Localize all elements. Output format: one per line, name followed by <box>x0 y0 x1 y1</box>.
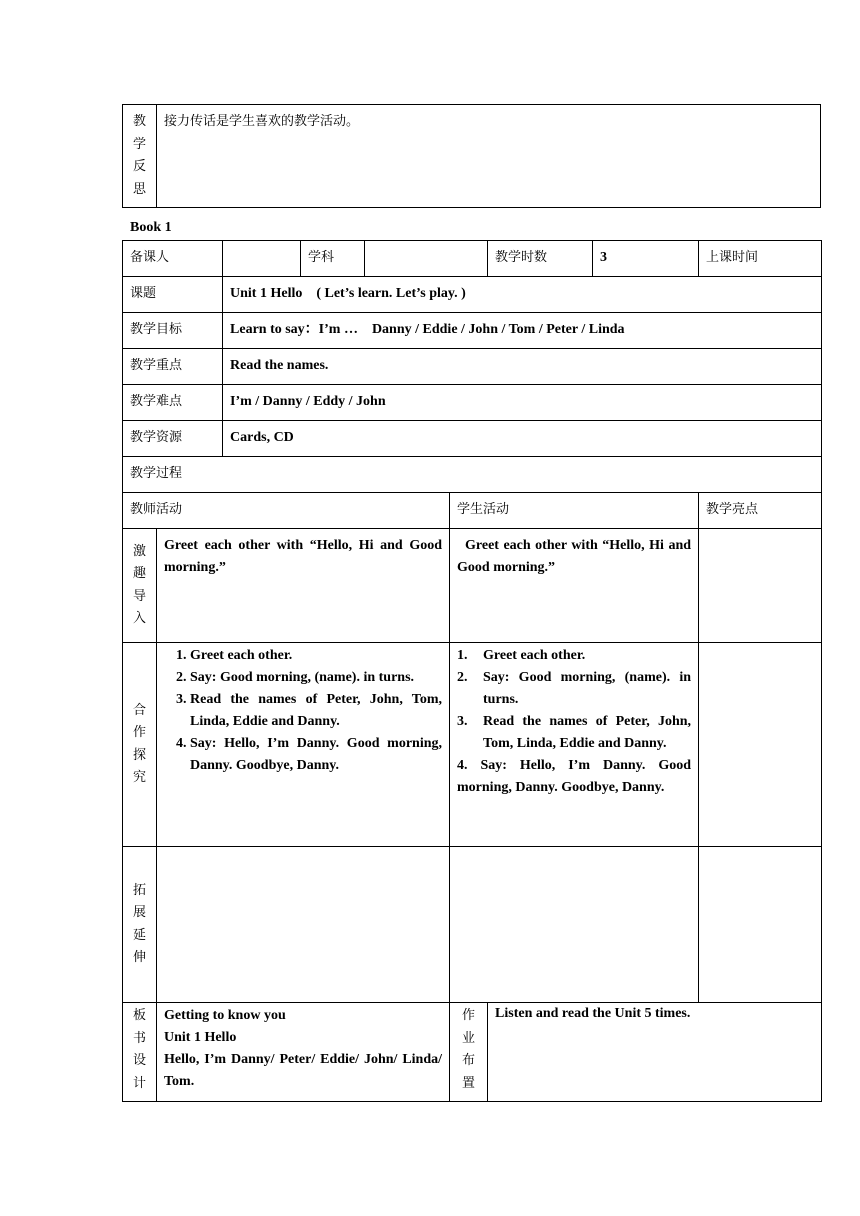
list-item: 2. Say: Good morning, (name). in turns. <box>190 667 442 689</box>
list-item: 1. Greet each other. <box>190 645 442 667</box>
book-label: Book 1 <box>130 220 172 235</box>
label-char: 书 <box>132 1030 146 1046</box>
board-line: Unit 1 Hello <box>164 1030 237 1045</box>
label-char: 趣 <box>132 566 146 581</box>
label-char: 计 <box>132 1075 146 1091</box>
label-char: 延 <box>132 927 146 943</box>
label-char: 作 <box>132 725 146 740</box>
list-item: 3. Read the names of Peter, John, Tom, Linda, Eddie and Danny. <box>190 689 442 733</box>
key-label: 教学重点 <box>123 349 223 385</box>
student-column-header: 学生活动 <box>450 493 699 529</box>
label-char: 反 <box>132 159 146 174</box>
label-char: 究 <box>132 770 146 785</box>
warmup-teacher: Greet each other with “Hello, Hi and Good morning.” <box>157 529 450 643</box>
resource-value: Cards, CD <box>223 421 822 457</box>
list-item: 3. Read the names of Peter, John, Tom, Linda, Eddie and Danny. <box>457 714 692 751</box>
label-char: 业 <box>462 1030 476 1046</box>
cooperation-teacher <box>157 643 450 847</box>
key-value: Read the names. <box>223 349 822 385</box>
extension-student <box>450 847 699 1003</box>
label-char: 设 <box>132 1053 146 1068</box>
board-label <box>123 1003 157 1102</box>
label-char: 置 <box>462 1075 476 1091</box>
reflection-text: 接力传话是学生喜欢的教学活动。 <box>157 105 821 208</box>
subject-label: 学科 <box>301 241 365 277</box>
subject-value <box>365 241 488 277</box>
list-item: 2. Say: Good morning, (name). in turns. <box>457 670 692 707</box>
process-label: 教学过程 <box>123 457 822 493</box>
label-char: 展 <box>132 905 146 920</box>
label-char: 导 <box>132 588 146 604</box>
extension-label <box>123 847 157 1003</box>
resource-label: 教学资源 <box>123 421 223 457</box>
label-char: 布 <box>462 1053 476 1068</box>
board-line: Hello, I’m Danny/ Peter/ Eddie/ John/ Linda/ Tom. <box>164 1052 443 1089</box>
list-item: 1. Greet each other. <box>457 648 586 663</box>
difficulty-value: I’m / Danny / Eddy / John <box>223 385 822 421</box>
label-char: 教 <box>132 114 146 129</box>
highlight-column-header: 教学亮点 <box>699 493 822 529</box>
board-content <box>157 1003 450 1102</box>
hours-value: 3 <box>593 241 699 277</box>
label-char: 板 <box>132 1008 146 1023</box>
cooperation-student <box>450 643 699 847</box>
preparer-value <box>223 241 301 277</box>
list-item: 4. Say: Hello, I’m Danny. Good morning, Danny. Goodbye, Danny. <box>190 733 442 777</box>
goal-label: 教学目标 <box>123 313 223 349</box>
label-char: 入 <box>132 611 146 626</box>
teacher-column-header: 教师活动 <box>123 493 450 529</box>
extension-teacher <box>157 847 450 1003</box>
reflection-label <box>123 105 157 208</box>
warmup-label <box>123 529 157 643</box>
warmup-highlight <box>699 529 822 643</box>
label-char: 探 <box>132 747 146 763</box>
goal-value: Learn to say：I’m … Danny / Eddie / John / Tom / Peter / Linda <box>223 313 822 349</box>
label-char: 激 <box>132 543 146 559</box>
extension-highlight <box>699 847 822 1003</box>
lesson-plan-table <box>122 240 822 1102</box>
label-char: 合 <box>132 702 146 718</box>
reflection-table <box>122 104 821 208</box>
homework-label <box>450 1003 488 1102</box>
list-item: 4. Say: Hello, I’m Danny. Good morning, Danny. Goodbye, Danny. <box>457 758 692 795</box>
board-line: Getting to know you <box>164 1008 286 1023</box>
topic-value: Unit 1 Hello ( Let’s learn. Let’s play. ) <box>223 277 822 313</box>
preparer-label: 备课人 <box>123 241 223 277</box>
cooperation-highlight <box>699 643 822 847</box>
label-char: 思 <box>132 181 146 197</box>
label-char: 拓 <box>132 882 146 898</box>
topic-label: 课题 <box>123 277 223 313</box>
hours-label: 教学时数 <box>488 241 593 277</box>
label-char: 伸 <box>132 950 146 965</box>
difficulty-label: 教学难点 <box>123 385 223 421</box>
label-char: 作 <box>462 1008 476 1023</box>
label-char: 学 <box>132 136 146 152</box>
homework-text: Listen and read the Unit 5 times. <box>488 1003 822 1102</box>
cooperation-label <box>123 643 157 847</box>
time-label: 上课时间 <box>699 241 822 277</box>
warmup-student: Greet each other with “Hello, Hi and Good morning.” <box>450 529 699 643</box>
